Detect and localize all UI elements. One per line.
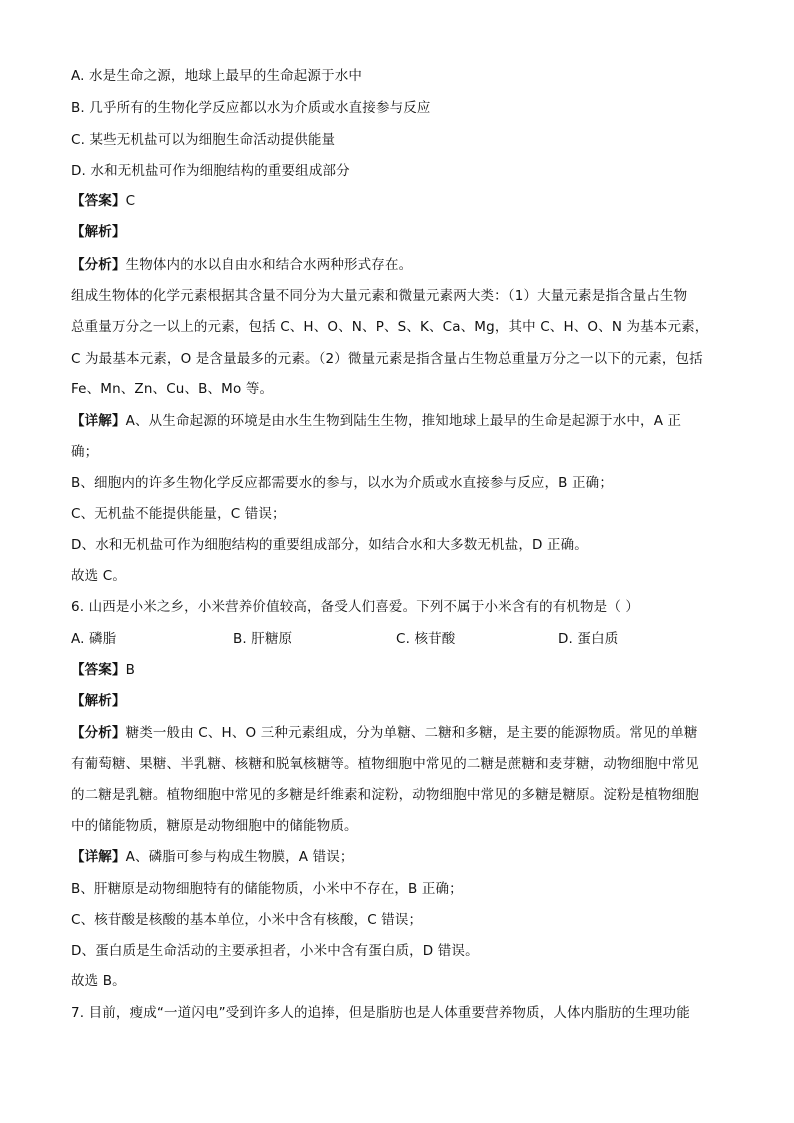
q5-answer [71, 191, 741, 211]
q6-fenxi-label: 【分析】 [71, 725, 126, 741]
q5-detail-line: C、无机盐不能提供能量，C 错误； [71, 506, 286, 522]
q6-stem: 6. 山西是小米之乡，小米营养价值较高，备受人们喜爱。下列不属于小米含有的有机物是（ ） [71, 599, 640, 615]
q5-para-line: 组成生物体的化学元素根据其含量不同分为大量元素和微量元素两大类：（1）大量元素是指含量占生物 [71, 288, 688, 304]
q6-option-a: A. 磷脂 [71, 631, 117, 647]
q6-answer [71, 660, 741, 680]
q6-analysis-label [71, 691, 741, 711]
q6-detail-line: 故选 B。 [71, 973, 126, 989]
q5-answer-value: C [125, 193, 136, 209]
q5-detail-line: 确； [71, 444, 99, 460]
q6-detail [71, 847, 741, 867]
q5-para-line: Fe、Mn、Zn、Cu、B、Mo 等。 [71, 381, 274, 397]
q5-option-c: C. 某些无机盐可以为细胞生命活动提供能量 [71, 132, 336, 148]
q5-detail [71, 411, 741, 431]
q5-detail-line: D、水和无机盐可作为细胞结构的重要组成部分，如结合水和大多数无机盐，D 正确。 [71, 537, 588, 553]
q6-answer-label: 【答案】 [71, 662, 126, 678]
q6-detail-line: B、肝糖原是动物细胞特有的储能物质，小米中不存在，B 正确； [71, 881, 463, 897]
q5-para-line: 总重量万分之一以上的元素，包括 C、H、O、N、P、S、K、Ca、Mg，其中 C、H、O、N 为基本元素， [71, 319, 709, 335]
q5-fenxi [71, 255, 741, 275]
q6-fenxi [71, 723, 741, 743]
q5-detail-line: 故选 C。 [71, 568, 126, 584]
q5-option-b: B. 几乎所有的生物化学反应都以水为介质或水直接参与反应 [71, 100, 431, 116]
q6-detail-label: 【详解】 [71, 849, 126, 865]
q5-para-line: C 为最基本元素，O 是含量最多的元素。（2）微量元素是指含量占生物总重量万分之一以下的元素，包括 [71, 351, 703, 367]
q5-answer-label: 【答案】 [71, 193, 126, 209]
q5-analysis-label [71, 222, 741, 242]
q6-analysis-heading: 【解析】 [71, 693, 126, 709]
q6-detail-line: A、磷脂可参与构成生物膜，A 错误； [125, 849, 354, 865]
q6-option-b: B. 肝糖原 [233, 631, 293, 647]
q6-fenxi-line: 中的储能物质，糖原是动物细胞中的储能物质。 [71, 818, 358, 834]
q5-fenxi-text: 生物体内的水以自由水和结合水两种形式存在。 [125, 257, 413, 273]
q7-stem: 7. 目前，瘦成“一道闪电”受到许多人的追捧，但是脂肪也是人体重要营养物质，人体内脂肪的生理功能 [71, 1005, 690, 1021]
q6-detail-line: D、蛋白质是生命活动的主要承担者，小米中含有蛋白质，D 错误。 [71, 943, 479, 959]
q5-detail-label: 【详解】 [71, 413, 126, 429]
q6-option-d: D. 蛋白质 [558, 631, 619, 647]
q6-fenxi-line: 的二糖是乳糖。植物细胞中常见的多糖是纤维素和淀粉，动物细胞中常见的多糖是糖原。淀粉是植物细胞 [71, 787, 699, 803]
q6-option-c: C. 核苷酸 [396, 631, 456, 647]
q6-detail-line: C、核苷酸是核酸的基本单位，小米中含有核酸，C 错误； [71, 912, 423, 928]
q5-detail-line: B、细胞内的许多生物化学反应都需要水的参与，以水为介质或水直接参与反应，B 正确； [71, 475, 613, 491]
q5-analysis-heading: 【解析】 [71, 224, 126, 240]
q5-option-a: A. 水是生命之源，地球上最早的生命起源于水中 [71, 68, 363, 84]
q5-option-d: D. 水和无机盐可作为细胞结构的重要组成部分 [71, 163, 350, 179]
q6-fenxi-line: 糖类一般由 C、H、O 三种元素组成，分为单糖、二糖和多糖，是主要的能源物质。常见的单糖 [125, 725, 698, 741]
q5-detail-line: A、从生命起源的环境是由水生生物到陆生生物，推知地球上最早的生命是起源于水中，A 正 [125, 413, 682, 429]
q6-fenxi-line: 有葡萄糖、果糖、半乳糖、核糖和脱氧核糖等。植物细胞中常见的二糖是蔗糖和麦芽糖，动物细胞中常见 [71, 756, 699, 772]
q6-answer-value: B [125, 662, 136, 678]
q5-fenxi-label: 【分析】 [71, 257, 126, 273]
